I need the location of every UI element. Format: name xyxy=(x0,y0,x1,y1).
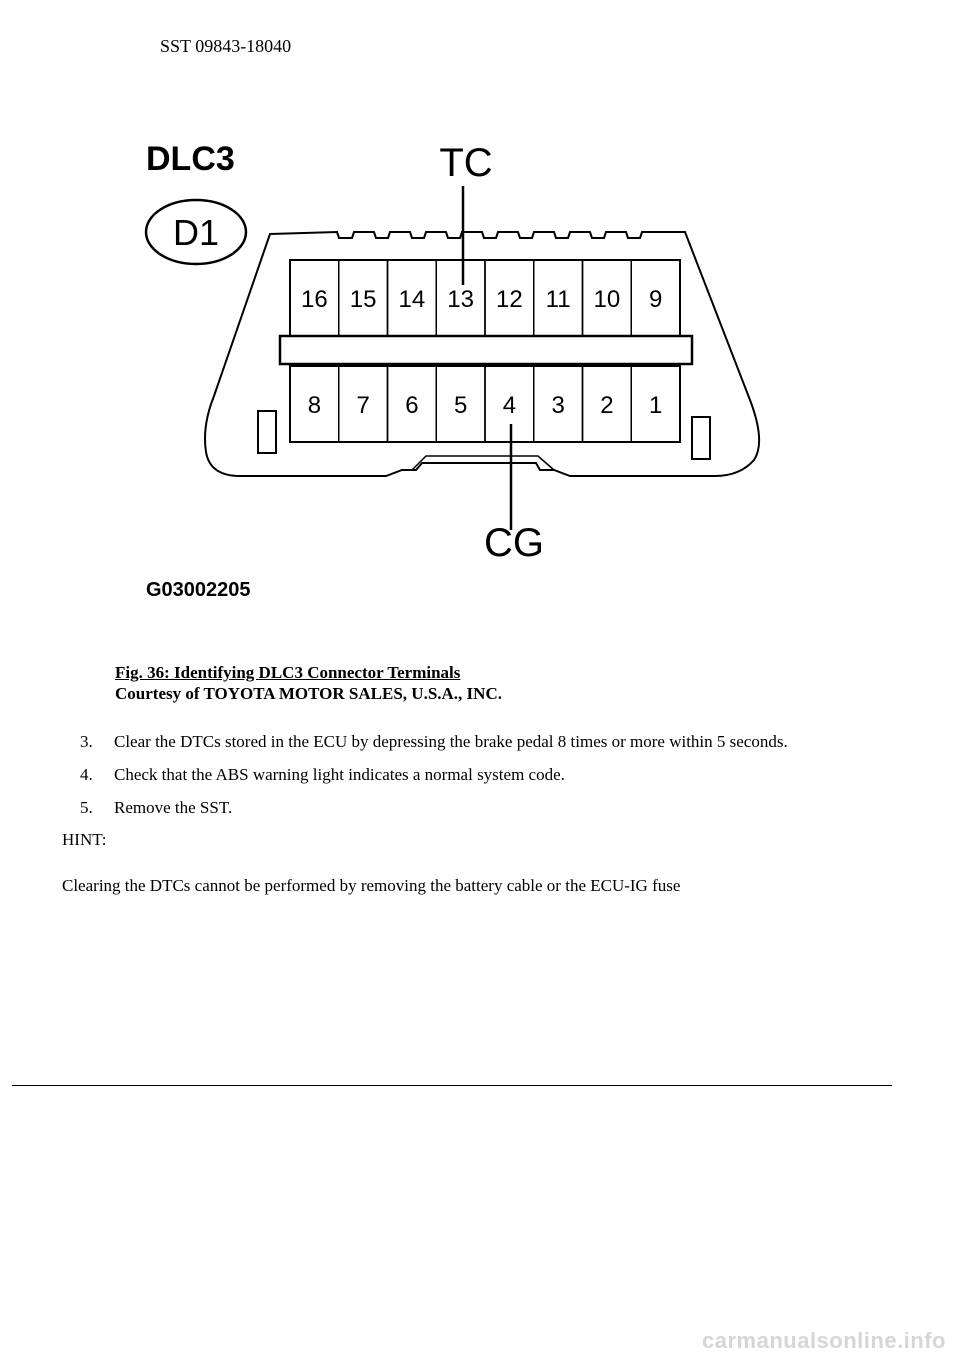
dlc3-diagram xyxy=(130,130,780,605)
pin-number: 11 xyxy=(545,286,571,313)
cg-pin-label: CG xyxy=(484,521,544,565)
step-text: Remove the SST. xyxy=(114,798,233,817)
connector-id-label: D1 xyxy=(172,212,220,253)
hint-label: HINT: xyxy=(62,830,107,849)
pin-number: 10 xyxy=(593,286,621,313)
step-number: 5. xyxy=(80,798,93,817)
tc-pin-label: TC xyxy=(439,141,493,185)
hint-text: Clearing the DTCs cannot be performed by removing the battery cable or the ECU-IG fuse xyxy=(62,876,681,895)
connector-outline xyxy=(205,232,759,476)
pin-number: 14 xyxy=(398,286,426,313)
pin-number: 6 xyxy=(405,392,419,419)
pin-number: 1 xyxy=(648,392,663,419)
dlc3-connector-figure xyxy=(130,130,780,605)
figure-caption xyxy=(115,662,502,704)
pin-number: 4 xyxy=(502,392,517,419)
left-slot xyxy=(258,411,276,453)
pin-number: 3 xyxy=(551,392,565,419)
pin-number: 15 xyxy=(349,286,377,313)
step-text: Clear the DTCs stored in the ECU by depressing the brake pedal 8 times or more within 5 seconds. xyxy=(114,732,788,751)
bottom-pin-cells xyxy=(290,366,680,442)
figure-courtesy: Courtesy of TOYOTA MOTOR SALES, U.S.A., INC. xyxy=(115,684,502,703)
pin-number: 9 xyxy=(648,286,663,313)
step-text: Check that the ABS warning light indicates a normal system code. xyxy=(114,765,565,784)
page-divider xyxy=(12,1085,892,1086)
procedure-steps xyxy=(80,732,940,831)
pin-number: 7 xyxy=(356,392,370,419)
procedure-step xyxy=(80,732,940,752)
pin-number: 13 xyxy=(447,286,474,313)
pin-number: 2 xyxy=(600,392,614,419)
connector-name-label: DLC3 xyxy=(146,140,235,178)
step-number: 3. xyxy=(80,732,93,751)
pin-number: 5 xyxy=(453,392,468,419)
procedure-step xyxy=(80,765,940,785)
pin-number: 12 xyxy=(496,286,523,313)
figure-code: G03002205 xyxy=(146,579,251,601)
right-slot xyxy=(692,417,710,459)
step-number: 4. xyxy=(80,765,93,784)
top-pin-cells xyxy=(290,260,680,336)
figure-title: Fig. 36: Identifying DLC3 Connector Terminals xyxy=(115,663,461,682)
pin-number: 16 xyxy=(301,286,328,313)
pin-number: 8 xyxy=(307,392,322,419)
watermark: carmanualsonline.info xyxy=(702,1328,946,1353)
page-header: SST 09843-18040 xyxy=(160,36,292,56)
procedure-step xyxy=(80,798,940,818)
center-key-bar xyxy=(280,336,692,364)
